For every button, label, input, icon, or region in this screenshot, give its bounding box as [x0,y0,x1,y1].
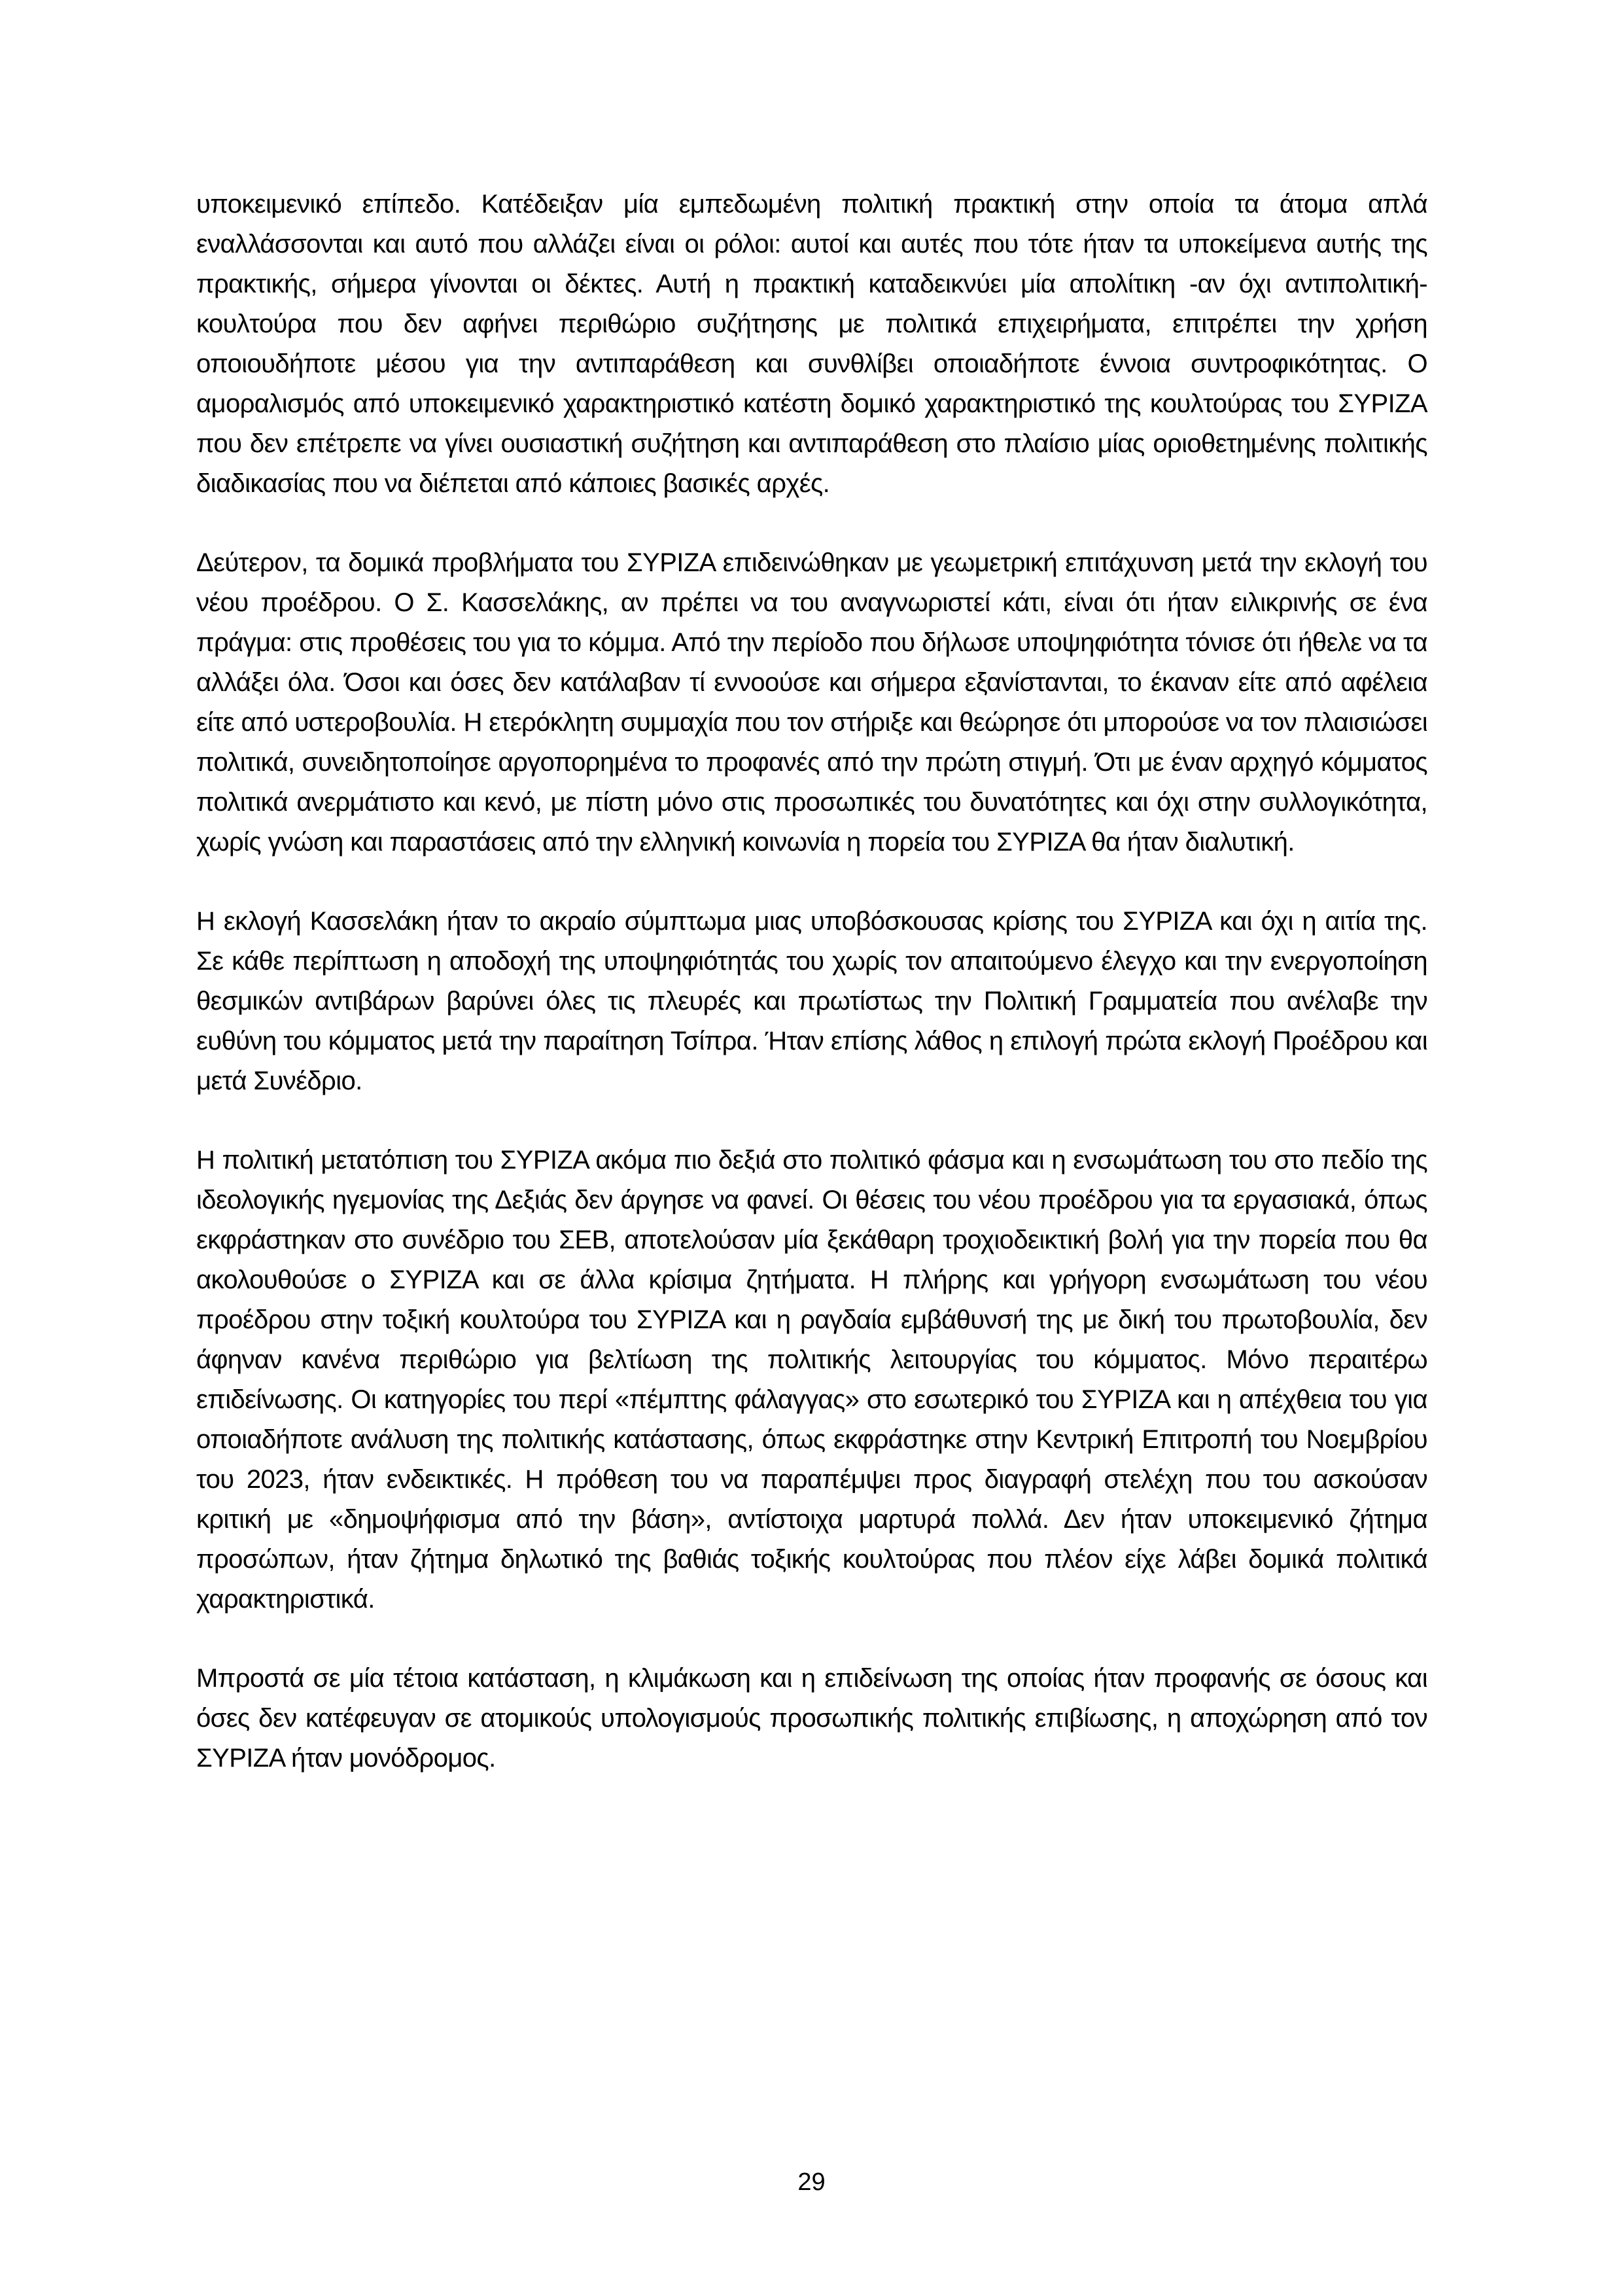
paragraph-3: Η εκλογή Κασσελάκη ήταν το ακραίο σύμπτωμα μιας υποβόσκουσας κρίσης του ΣΥΡΙΖΑ και όχι η αιτία της. Σε κάθε περίπτωση η αποδοχή της υποψηφιότητάς του χωρίς τον απαιτούμενο έλεγχο και την ενεργοποίηση θεσμικών αντιβάρων βαρύνει όλες τις πλευρές και πρωτίστως την Πολιτική Γραμματεία που ανέλαβε την ευθύνη του κόμματος μετά την παραίτηση Τσίπρα. Ήταν επίσης λάθος η επιλογή πρώτα εκλογή Προέδρου και μετά Συνέδριο. [196,907,1427,1095]
paragraph-2: Δεύτερον, τα δομικά προβλήματα του ΣΥΡΙΖΑ επιδεινώθηκαν με γεωμετρική επιτάχυνση μετά την εκλογή του νέου προέδρου. Ο Σ. Κασσελάκης, αν πρέπει να του αναγνωριστεί κάτι, είναι ότι ήταν ειλικρινής σε ένα πράγμα: στις προθέσεις του για το κόμμα. Από την περίοδο που δήλωσε υποψηφιότητα τόνισε ότι ήθελε να τα αλλάξει όλα. Όσοι και όσες δεν κατάλαβαν τί εννοούσε και σήμερα εξανίστανται, το έκαναν είτε από αφέλεια είτε από υστεροβουλία. Η ετερόκλητη συμμαχία που τον στήριξε και θεώρησε ότι μπορούσε να τον πλαισιώσει πολιτικά, συνειδητοποίησε αργοπορημένα το προφανές από την πρώτη στιγμή. Ότι με έναν αρχηγό κόμματος πολιτικά ανερμάτιστο και κενό, με πίστη μόνο στις προσωπικές του δυνατότητες και όχι στην συλλογικότητα, χωρίς γνώση και παραστάσεις από την ελληνική κοινωνία η πορεία του ΣΥΡΙΖΑ θα ήταν διαλυτική. [196,548,1427,857]
paragraph-1: υποκειμενικό επίπεδο. Κατέδειξαν μία εμπεδωμένη πολιτική πρακτική στην οποία τα άτομα απλά εναλλάσσονται και αυτό που αλλάζει είναι οι ρόλοι: αυτοί και αυτές που τότε ήταν τα υποκείμενα αυτής της πρακτικής, σήμερα γίνονται οι δέκτες. Αυτή η πρακτική καταδεικνύει μία απολίτικη -αν όχι αντιπολιτική- κουλτούρα που δεν αφήνει περιθώριο συζήτησης με πολιτικά επιχειρήματα, επιτρέπει την χρήση οποιουδήποτε μέσου για την αντιπαράθεση και συνθλίβει οποιαδήποτε έννοια συντροφικότητας. Ο αμοραλισμός από υποκειμενικό χαρακτηριστικό κατέστη δομικό χαρακτηριστικό της κουλτούρας του ΣΥΡΙΖΑ που δεν επέτρεπε να γίνει ουσιαστική συζήτηση και αντιπαράθεση στο πλαίσιο μίας οριοθετημένης πολιτικής διαδικασίας που να διέπεται από κάποιες βασικές αρχές. [196,190,1427,498]
document-body [196,185,1427,1818]
paragraph-5: Μπροστά σε μία τέτοια κατάσταση, η κλιμάκωση και η επιδείνωση της οποίας ήταν προφανής σε όσους και όσες δεν κατέφευγαν σε ατομικούς υπολογισμούς προσωπικής πολιτικής επιβίωσης, η αποχώρηση από τον ΣΥΡΙΖΑ ήταν μονόδρομος. [196,1664,1427,1773]
paragraph-4: Η πολιτική μετατόπιση του ΣΥΡΙΖΑ ακόμα πιο δεξιά στο πολιτικό φάσμα και η ενσωμάτωση του στο πεδίο της ιδεολογικής ηγεμονίας της Δεξιάς δεν άργησε να φανεί. Οι θέσεις του νέου προέδρου για τα εργασιακά, όπως εκφράστηκαν στο συνέδριο του ΣΕΒ, αποτελούσαν μία ξεκάθαρη τροχιοδεικτική βολή για την πορεία που θα ακολουθούσε ο ΣΥΡΙΖΑ και σε άλλα κρίσιμα ζητήματα. Η πλήρης και γρήγορη ενσωμάτωση του νέου προέδρου στην τοξική κουλτούρα του ΣΥΡΙΖΑ και η ραγδαία εμβάθυνσή της με δική του πρωτοβουλία, δεν άφηναν κανένα περιθώριο για βελτίωση της πολιτικής λειτουργίας του κόμματος. Μόνο περαιτέρω επιδείνωσης. Οι κατηγορίες του περί «πέμπτης φάλαγγας» στο εσωτερικό του ΣΥΡΙΖΑ και η απέχθεια του για οποιαδήποτε ανάλυση της πολιτικής κατάστασης, όπως εκφράστηκε στην Κεντρική Επιτροπή του Νοεμβρίου του 2023, ήταν ενδεικτικές. Η πρόθεση του να παραπέμψει προς διαγραφή στελέχη που του ασκούσαν κριτική με «δημοψήφισμα από την βάση», αντίστοιχα μαρτυρά πολλά. Δεν ήταν υποκειμενικό ζήτημα προσώπων, ήταν ζήτημα δηλωτικό της βαθιάς τοξικής κουλτούρας που πλέον είχε λάβει δομικά πολιτικά χαρακτηριστικά. [196,1146,1427,1614]
page-number: 29 [797,2168,826,2196]
